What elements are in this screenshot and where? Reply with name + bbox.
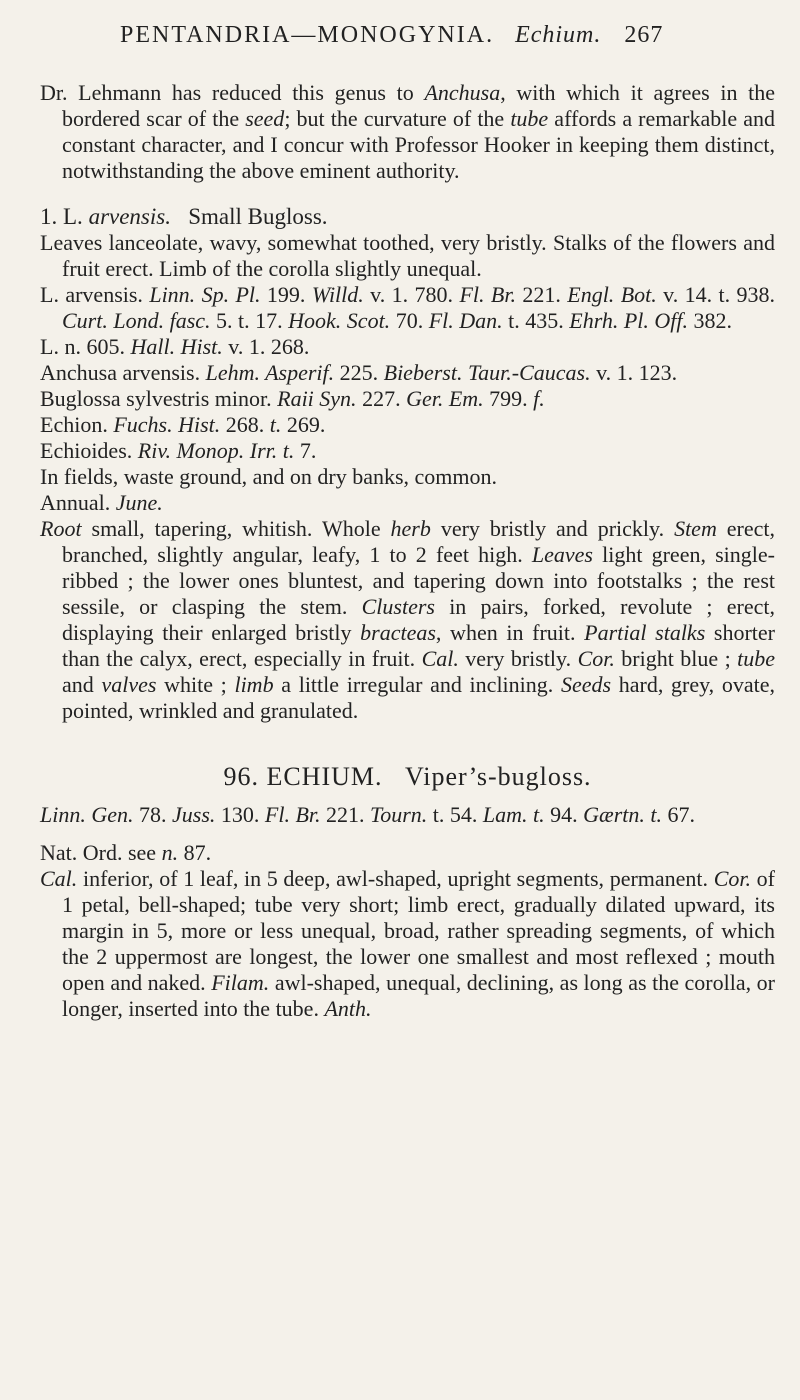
- natural-order: Nat. Ord. see n. 87.: [40, 840, 212, 865]
- synonym-4: Buglossa sylvestris minor. Raii Syn. 227. Ger. Em. 799. f.: [40, 386, 545, 411]
- species-heading: 1. L. arvensis. Small Bugloss.: [40, 204, 328, 229]
- page-number: 267: [624, 22, 664, 48]
- species-detail: Root small, tapering, whitish. Whole herb very bristly and prickly. Stem erect, branched, slightly angular, leafy, 1 to 2 feet high. Leaves light green, single-ribbed ; the lower ones bluntest, and tapering down into footstalks ; the rest sessile, or clasping the stem. Clusters in pairs, forked, revolute ; erect, displaying their enlarged bristly bracteas, when in fruit. Partial stalks shorter than the calyx, erect, especially in fruit. Cal. very bristly. Cor. bright blue ; tube and valves white ; limb a little irregular and inclining. Seeds hard, grey, ovate, pointed, wrinkled and granulated.: [40, 516, 776, 723]
- running-header: [120, 22, 780, 49]
- duration: Annual. June.: [40, 490, 163, 515]
- synonym-2: L. n. 605. Hall. Hist. v. 1. 268.: [40, 334, 310, 359]
- header-title: PENTANDRIA—MONOGYNIA.: [120, 22, 495, 48]
- synonym-5: Echion. Fuchs. Hist. 268. t. 269.: [40, 412, 326, 437]
- synonym-1: L. arvensis. Linn. Sp. Pl. 199. Willd. v. 1. 780. Fl. Br. 221. Engl. Bot. v. 14. t. 938. Curt. Lond. fasc. 5. t. 17. Hook. Scot. 70. Fl. Dan. t. 435. Ehrh. Pl. Off. 382.: [40, 282, 776, 333]
- habitat: In fields, waste ground, and on dry banks, common.: [40, 464, 498, 489]
- header-genus: Echium.: [515, 22, 602, 48]
- genus-description: Cal. inferior, of 1 leaf, in 5 deep, awl-shaped, upright segments, permanent. Cor. of 1 petal, bell-shaped; tube very short; limb erect, gradually dilated upward, its margin in 5, more or less unequal, broad, rather spreading segments, of which the 2 uppermost are longest, the lower one smallest and most reflexed ; mouth open and naked. Filam. awl-shaped, unequal, declining, as long as the corolla, or longer, inserted into the tube. Anth.: [40, 866, 776, 1021]
- genus-references: Linn. Gen. 78. Juss. 130. Fl. Br. 221. Tourn. t. 54. Lam. t. 94. Gærtn. t. 67.: [40, 802, 696, 827]
- page-body: [40, 80, 775, 1022]
- species-description: Leaves lanceolate, wavy, somewhat toothed, very bristly. Stalks of the flowers and fruit erect. Limb of the corolla slightly unequal.: [40, 230, 775, 281]
- genus-heading: 96. ECHIUM. Viper’s-bugloss.: [223, 762, 592, 791]
- intro-paragraph: Dr. Lehmann has reduced this genus to Anchusa, with which it agrees in the bordered scar of the seed; but the curvature of the tube affords a remarkable and constant character, and I concur with Professor Hooker in keeping them distinct, notwithstanding the above eminent authority.: [40, 80, 775, 183]
- synonym-3: Anchusa arvensis. Lehm. Asperif. 225. Bieberst. Taur.-Caucas. v. 1. 123.: [40, 360, 678, 385]
- synonym-6: Echioides. Riv. Monop. Irr. t. 7.: [40, 438, 317, 463]
